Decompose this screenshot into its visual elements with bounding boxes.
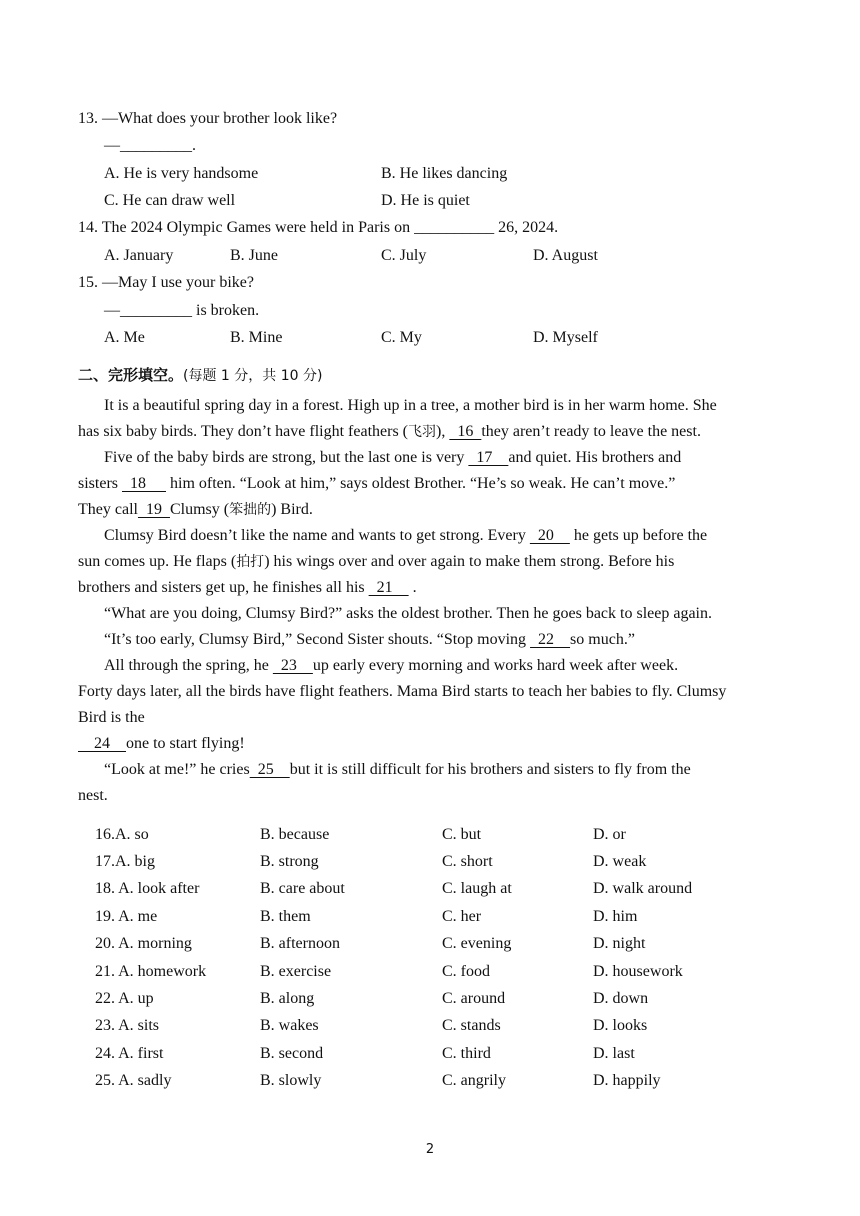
option-23-a: 23. A. sits (95, 1017, 160, 1034)
q14-option-b: B. June (230, 247, 278, 264)
q13-option-b: B. He likes dancing (381, 165, 508, 182)
option-18-c: C. laugh at (442, 880, 512, 897)
passage-line-13: Bird is the (78, 709, 145, 726)
option-21-c: C. food (442, 963, 490, 980)
option-24-b: B. second (260, 1045, 324, 1062)
option-18-a: 18. A. look after (95, 880, 200, 897)
option-25-d: D. happily (593, 1072, 661, 1089)
option-23-d: D. looks (593, 1017, 648, 1034)
passage-text: but it is still difficult for his brothers and sisters to fly from the (289, 761, 691, 778)
q14-option-d: D. August (533, 247, 598, 264)
passage-line-15 (104, 760, 691, 780)
passage-text: one to start flying! (126, 735, 245, 752)
option-16-c: C. but (442, 826, 482, 843)
passage-text: ) Bird. (271, 501, 313, 518)
passage-line-7 (78, 552, 674, 572)
passage-line-6 (104, 526, 707, 546)
option-25-b: B. slowly (260, 1072, 322, 1089)
option-17-b: B. strong (260, 853, 319, 870)
blank-25: 25 (249, 761, 290, 778)
passage-line-10 (104, 630, 635, 650)
question-15-prompt: 15. —May I use your bike? (78, 274, 254, 291)
chinese-gloss: 拍打 (236, 554, 265, 570)
passage-line-14 (78, 734, 245, 754)
q15-option-d: D. Myself (533, 329, 598, 346)
option-16-d: D. or (593, 826, 626, 843)
passage-line-1: It is a beautiful spring day in a forest. High up in a tree, a mother bird is in her warm home. She (104, 397, 717, 414)
option-20-c: C. evening (442, 935, 512, 952)
page-number: 2 (425, 1142, 435, 1157)
q15-option-b: B. Mine (230, 329, 283, 346)
option-21-b: B. exercise (260, 963, 332, 980)
passage-text: has six baby birds. They don’t have flight feathers ( (78, 423, 408, 440)
blank-23: 23 (272, 657, 313, 674)
passage-text: brothers and sisters get up, he finishes all his (78, 579, 369, 596)
q14-option-a: A. January (104, 247, 174, 264)
blank-17: 17 (468, 449, 509, 466)
passage-text: Five of the baby birds are strong, but the last one is very (104, 449, 469, 466)
option-20-a: 20. A. morning (95, 935, 192, 952)
passage-line-9: “What are you doing, Clumsy Bird?” asks the oldest brother. Then he goes back to sleep again. (104, 605, 712, 622)
option-18-b: B. care about (260, 880, 345, 897)
option-25-a: 25. A. sadly (95, 1072, 172, 1089)
option-22-d: D. down (593, 990, 649, 1007)
blank-21: 21 (368, 579, 409, 596)
passage-text: and quiet. His brothers and (508, 449, 682, 466)
blank-22: 22 (530, 631, 571, 648)
option-19-c: C. her (442, 908, 482, 925)
option-24-c: C. third (442, 1045, 491, 1062)
option-25-c: C. angrily (442, 1072, 506, 1089)
passage-text: Clumsy Bird doesn’t like the name and wants to get strong. Every (104, 527, 530, 544)
passage-text: ) his wings over and over again to make them strong. Before his (264, 553, 675, 570)
option-23-c: C. stands (442, 1017, 501, 1034)
section-2-title: 二、完形填空。 (78, 366, 184, 384)
option-16-a: 16.A. so (95, 826, 149, 843)
passage-text: ), (436, 423, 450, 440)
question-15-answer-line: —_________ is broken. (104, 302, 260, 319)
q15-option-c: C. My (381, 329, 422, 346)
section-2-points: (每题 1 分，共 10 分) (183, 368, 323, 384)
option-24-d: D. last (593, 1045, 635, 1062)
passage-line-4 (78, 474, 675, 494)
passage-text: sun comes up. He flaps ( (78, 553, 237, 570)
passage-text: They call (78, 501, 138, 518)
passage-line-11 (104, 656, 678, 676)
option-17-a: 17.A. big (95, 853, 155, 870)
passage-line-3 (104, 448, 681, 468)
passage-line-5 (78, 500, 313, 520)
option-19-a: 19. A. me (95, 908, 158, 925)
option-20-b: B. afternoon (260, 935, 340, 952)
passage-text: “Look at me!” he cries (104, 761, 250, 778)
option-22-c: C. around (442, 990, 506, 1007)
passage-text: Clumsy ( (169, 501, 230, 518)
passage-line-12: Forty days later, all the birds have flight feathers. Mama Bird starts to teach her babies to fly. Clumsy (78, 683, 727, 700)
option-22-b: B. along (260, 990, 315, 1007)
passage-text: . (408, 579, 417, 596)
option-17-d: D. weak (593, 853, 647, 870)
option-18-d: D. walk around (593, 880, 693, 897)
option-17-c: C. short (442, 853, 493, 870)
q13-option-a: A. He is very handsome (104, 165, 259, 182)
passage-text: he gets up before the (569, 527, 708, 544)
option-19-b: B. them (260, 908, 311, 925)
option-19-d: D. him (593, 908, 638, 925)
q14-option-c: C. July (381, 247, 427, 264)
q13-option-c: C. He can draw well (104, 192, 236, 209)
section-2-heading (78, 365, 322, 386)
blank-18: 18 (122, 475, 166, 492)
option-16-b: B. because (260, 826, 330, 843)
passage-text: they aren’t ready to leave the nest. (481, 423, 701, 440)
option-20-d: D. night (593, 935, 646, 952)
passage-text: All through the spring, he (104, 657, 273, 674)
question-13-prompt: 13. —What does your brother look like? (78, 110, 338, 127)
blank-20: 20 (529, 527, 570, 544)
blank-19: 19 (137, 501, 170, 518)
passage-line-16: nest. (78, 787, 108, 804)
chinese-gloss: 飞羽 (408, 424, 436, 440)
option-21-a: 21. A. homework (95, 963, 207, 980)
passage-line-8 (78, 578, 417, 598)
passage-text: him often. “Look at him,” says oldest Brother. “He’s so weak. He can’t move.” (166, 475, 676, 492)
passage-text: so much.” (570, 631, 635, 648)
q15-option-a: A. Me (104, 329, 145, 346)
option-23-b: B. wakes (260, 1017, 319, 1034)
question-13-answer-line: —_________. (104, 137, 196, 154)
option-21-d: D. housework (593, 963, 683, 980)
option-24-a: 24. A. first (95, 1045, 164, 1062)
chinese-gloss: 笨拙的 (229, 502, 272, 518)
passage-text: “It’s too early, Clumsy Bird,” Second Sister shouts. “Stop moving (104, 631, 531, 648)
question-14-prompt: 14. The 2024 Olympic Games were held in Paris on __________ 26, 2024. (78, 219, 559, 236)
option-22-a: 22. A. up (95, 990, 154, 1007)
q13-option-d: D. He is quiet (381, 192, 470, 209)
passage-text: up early every morning and works hard week after week. (312, 657, 679, 674)
passage-line-2 (78, 422, 701, 442)
blank-16: 16 (449, 423, 482, 440)
blank-24: 24 (78, 735, 126, 752)
passage-text: sisters (78, 475, 122, 492)
